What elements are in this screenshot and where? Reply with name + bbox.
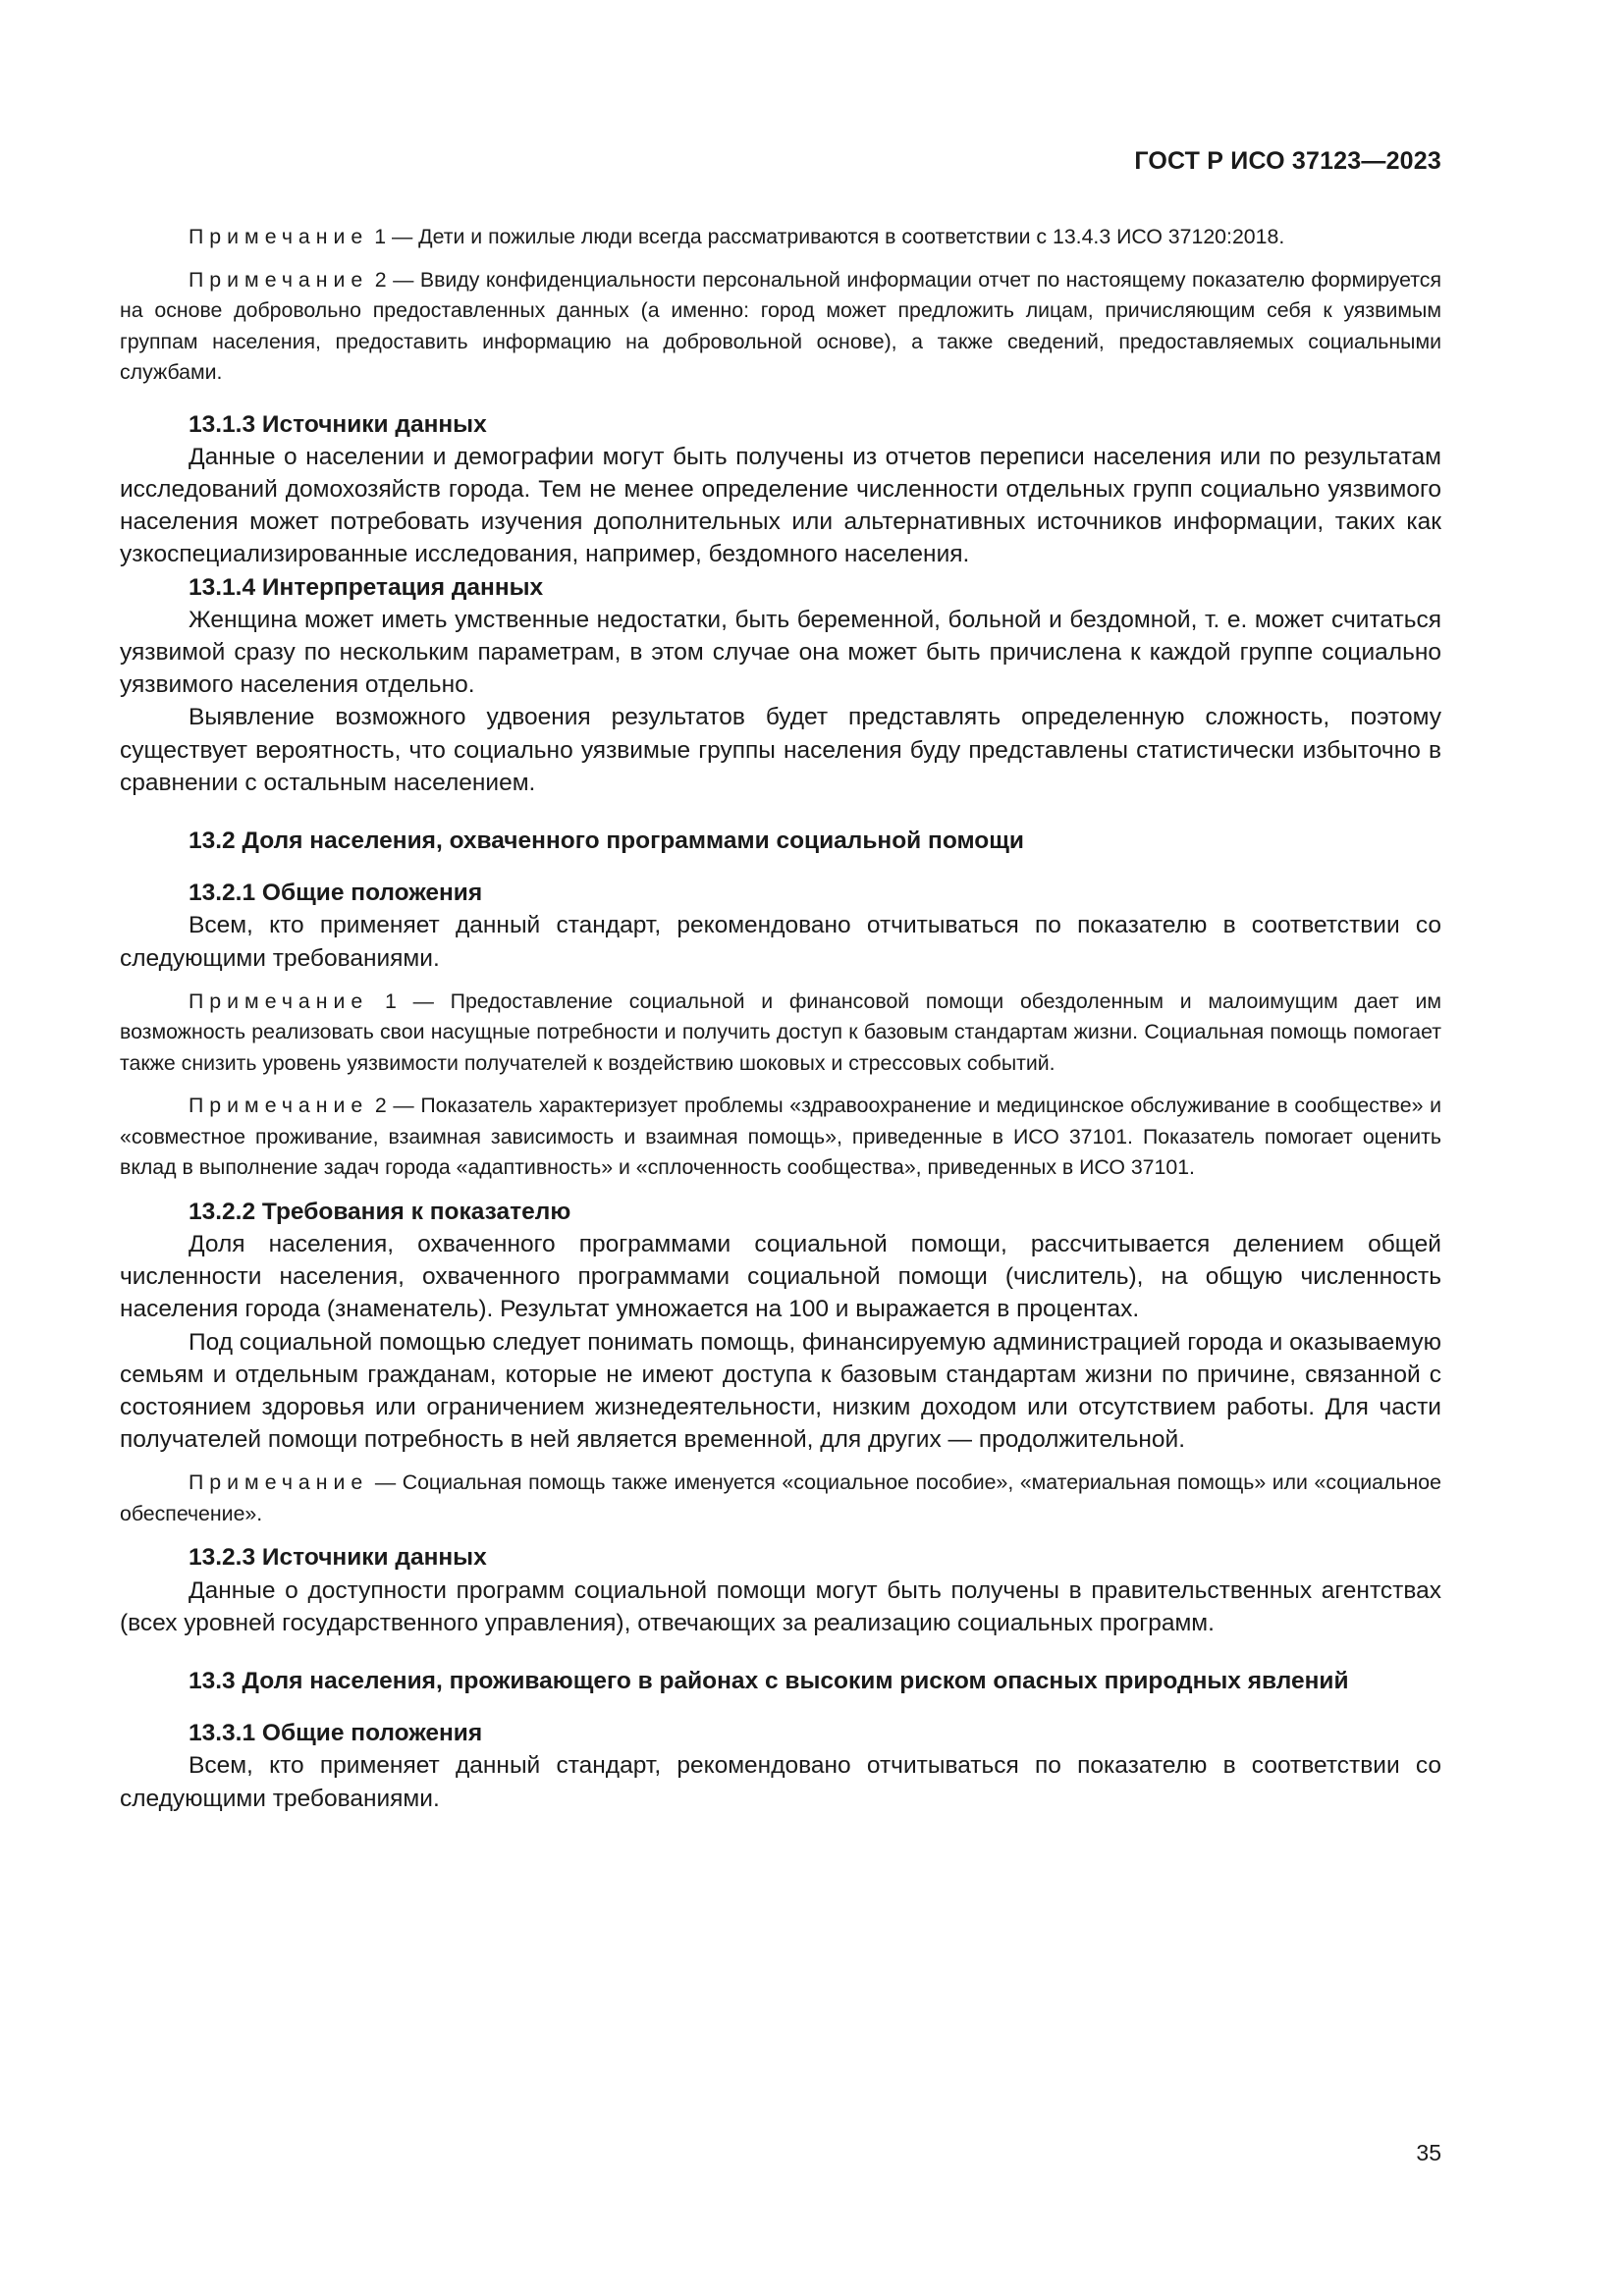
note-top-2	[120, 265, 1441, 389]
note-label: Примечание	[189, 1470, 369, 1495]
section-heading-13-3-1: 13.3.1 Общие положения	[189, 1720, 483, 1747]
section-heading-13-1-3: 13.1.3 Источники данных	[189, 410, 487, 438]
note-label: Примечание	[189, 267, 369, 292]
note-text: 1 — Дети и пожилые люди всегда рассматриваются в соответствии с 13.4.3 ИСО 37120:2018.	[368, 225, 1285, 248]
note-text: 2 — Ввиду конфиденциальности персональной информации отчет по настоящему показателю формируется на основе добровольно предоставленных данных (а именно: город может предложить лицам, причисляющим себя к уязвимым группам населения, предоставить информацию на добровольной основе), а также сведений, предоставляемых социальными службами.	[120, 267, 1441, 384]
note-top-1	[120, 222, 1441, 253]
section-heading-13-1-4: 13.1.4 Интерпретация данных	[189, 573, 544, 601]
paragraph: Выявление возможного удвоения результатов будет представлять определенную сложность, поэтому существует вероятность, что социально уязвимые группы населения буду представлены статистически избыточно в сравнении с остальным населением.	[120, 704, 1441, 796]
note-text: 1 — Предоставление социальной и финансовой помощи обездоленным и малоимущим дает им возможность реализовать свои насущные потребности и получить доступ к базовым стандартам жизни. Социальная помощь помогает также снизить уровень уязвимости получателей к воздействию шоковых и стрессовых событий.	[120, 988, 1441, 1075]
paragraph: Под социальной помощью следует понимать помощь, финансируемую администрацией города и оказываемую семьям и отдельным гражданам, которые не имеют доступа к базовым стандартам жизни по причине, связанной с состоянием здоровья или ограничением жизнедеятельности, низким доходом или отсутствием работы. Для части получателей помощи потребность в ней является временной, для других — продолжительной.	[120, 1328, 1441, 1454]
note-text: 2 — Показатель характеризует проблемы «здравоохранение и медицинское обслуживание в сообществе» и «совместное проживание, взаимная зависимость и взаимная помощь», приведенные в ИСО 37101. Показатель помогает оценить вклад в выполнение задач города «адаптивность» и «сплоченность сообщества», приведенных в ИСО 37101.	[120, 1094, 1441, 1180]
note-label: Примечание	[189, 1094, 369, 1118]
note-label: Примечание	[189, 988, 369, 1013]
paragraph: Всем, кто применяет данный стандарт, рекомендовано отчитываться по показателю в соответствии со следующими требованиями.	[120, 912, 1441, 972]
note-13-2-1-1	[120, 987, 1441, 1080]
document-id-header: ГОСТ Р ИСО 37123—2023	[1134, 147, 1441, 175]
paragraph: Женщина может иметь умственные недостатки, быть беременной, больной и бездомной, т. е. может считаться уязвимой сразу по нескольким параметрам, в этом случае она может быть причислена к каждой группе социально уязвимого населения отдельно.	[120, 606, 1441, 699]
note-13-2-2	[120, 1468, 1441, 1529]
paragraph: Данные о доступности программ социальной помощи могут быть получены в правительственных агентствах (всех уровней государственного управления), отвечающих за реализацию социальных программ.	[120, 1576, 1441, 1636]
section-heading-13-2-2: 13.2.2 Требования к показателю	[189, 1198, 571, 1225]
note-text: — Социальная помощь также именуется «социальное пособие», «материальная помощь» или «социальное обеспечение».	[120, 1470, 1441, 1525]
paragraph: Всем, кто применяет данный стандарт, рекомендовано отчитываться по показателю в соответствии со следующими требованиями.	[120, 1752, 1441, 1812]
section-heading-13-2-1: 13.2.1 Общие положения	[189, 880, 483, 907]
section-heading-13-2: 13.2 Доля населения, охваченного программами социальной помощи	[189, 827, 1024, 854]
document-body	[120, 222, 1441, 1815]
section-heading-13-3: 13.3 Доля населения, проживающего в районах с высоким риском опасных природных явлений	[189, 1667, 1349, 1694]
section-heading-13-2-3: 13.2.3 Источники данных	[189, 1544, 487, 1572]
paragraph: Данные о населении и демографии могут быть получены из отчетов переписи населения или по результатам исследований домохозяйств города. Тем не менее определение численности отдельных групп социально уязвимого населения может потребовать изучения дополнительных или альтернативных источников информации, таких как узкоспециализированные исследования, например, бездомного населения.	[120, 443, 1441, 568]
note-label: Примечание	[189, 225, 369, 248]
page-number: 35	[1416, 2140, 1441, 2165]
paragraph: Доля населения, охваченного программами социальной помощи, рассчитывается делением общей численности населения, охваченного программами социальной помощи (числитель), на общую численность населения города (знаменатель). Результат умножается на 100 и выражается в процентах.	[120, 1230, 1441, 1323]
note-13-2-1-2	[120, 1091, 1441, 1184]
